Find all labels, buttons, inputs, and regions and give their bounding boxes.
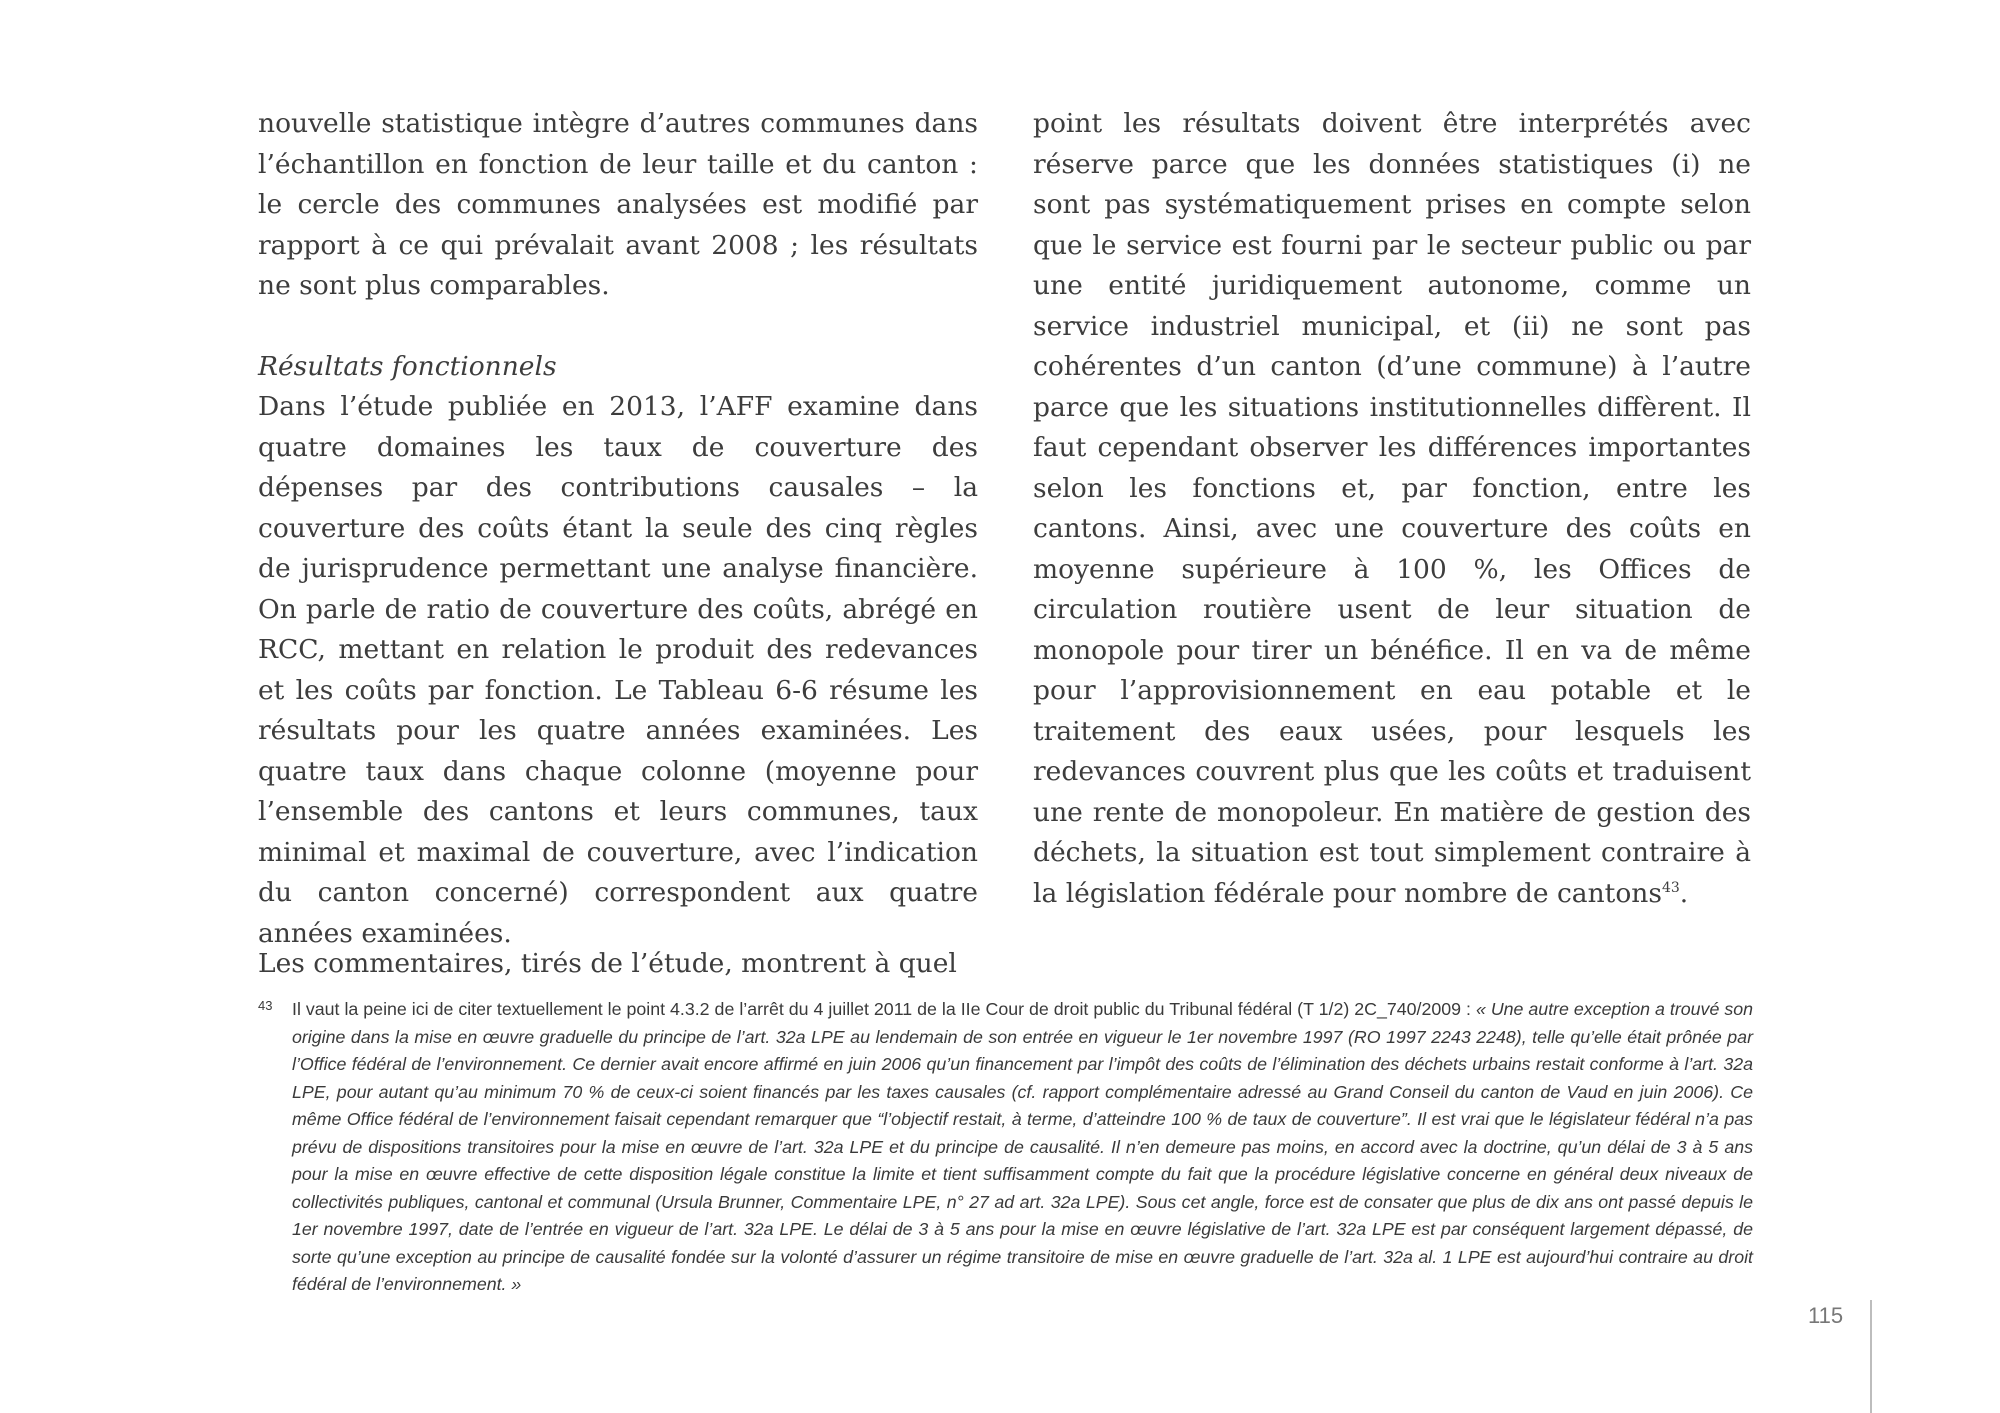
left-column <box>258 104 978 954</box>
right-column <box>1033 104 1751 914</box>
page-rule <box>1870 1300 1872 1413</box>
footnote <box>258 996 1753 1299</box>
footnote-text: Il vaut la peine ici de citer textuellement le point 4.3.2 de l’arrêt du 4 juillet 2011 de la IIe Cour de droit public du Tribunal fédéral (T 1/2) 2C_740/2009 : « Une autre exception a trouvé son origine dans la mise en œuvre graduelle du principe de l’art. 32a LPE au lendemain de son entrée en vigueur le 1er novembre 1997 (RO 1997 2243 2248), telle qu’elle était prônée par l’Office fédéral de l’environnement. Ce dernier avait encore affirmé en juin 2006 qu’un financement par l’impôt des coûts de l’élimination des déchets urbains restait conforme à l’art. 32a LPE, pour autant qu’au minimum 70 % de ceux-ci soient financés par les taxes causales (cf. rapport complémentaire adressé au Grand Conseil du canton de Vaud en juin 2006). Ce même Office fédéral de l’environnement faisait cependant remarquer que “l’objectif restait, à terme, d’atteindre 100 % de taux de couverture”. Il est vrai que le législateur fédéral n’a pas prévu de dispositions transitoires pour la mise en œuvre de l’art. 32a LPE et du principe de causalité. Il n’en demeure pas moins, en accord avec la doctrine, qu’un délai de 3 à 5 ans pour la mise en œuvre effective de cette disposition légale constitue la limite et tient suffisamment compte du fait que la procédure législative concerne en général deux niveaux de collectivités publiques, cantonal et communal (Ursula Brunner, Commentaire LPE, n° 27 ad art. 32a LPE). Sous cet angle, force est de consater que plus de dix ans ont passé depuis le 1er novembre 1997, date de l’entrée en vigueur de l’art. 32a LPE. Le délai de 3 à 5 ans pour la mise en œuvre législative de l’art. 32a LPE est par conséquent largement dépassé, de sorte qu’une exception au principe de causalité fondée sur la volonté d’assurer un régime transitoire de mise en œuvre graduelle de l’art. 32a al. 1 LPE est aujourd’hui contraire au droit fédéral de l’environnement. » <box>292 999 1753 1294</box>
paragraph: nouvelle statistique intègre d’autres communes dans l’échantillon en fonction de leur taille et du canton : le cercle des communes analysées est modifié par rapport à ce qui prévalait avant 2008 ; les résultats ne sont plus comparables. <box>258 108 978 301</box>
paragraph: Dans l’étude publiée en 2013, l’AFF examine dans quatre domaines les taux de couverture des dépenses par des contributions causales – la couverture des coûts étant la seule des cinq règles de jurisprudence permettant une analyse financière. On parle de ratio de couverture des coûts, abrégé en RCC, mettant en relation le produit des redevances et les coûts par fonction. Le Tableau 6-6 résume les résultats pour les quatre années examinées. Les quatre taux dans chaque colonne (moyenne pour l’ensemble des cantons et leurs communes, taux minimal et maximal de couverture, avec l’indication du canton concerné) correspondent aux quatre années examinées. <box>258 391 978 949</box>
footnote-number: 43 <box>258 998 273 1013</box>
page-number: 115 <box>1808 1303 1844 1328</box>
paragraph: point les résultats doivent être interprétés avec réserve parce que les données statistiques (i) ne sont pas systématiquement prises en compte selon que le service est fourni par le secteur public ou par une entité juridiquement autonome, comme un service industriel municipal, et (ii) ne sont pas cohérentes d’un canton (d’une commune) à l’autre parce que les situations institutionnelles diffèrent. Il faut cependant observer les différences importantes selon les fonctions et, par fonction, entre les cantons. Ainsi, avec une couverture des coûts en moyenne supérieure à 100 %, les Offices de circulation routière usent de leur situation de monopole pour tirer un bénéfice. Il en va de même pour l’approvisionnement en eau potable et le traitement des eaux usées, pour lesquels les redevances couvrent plus que les coûts et traduisent une rente de monopoleur. En matière de gestion des déchets, la situation est tout simplement contraire à la législation fédérale pour nombre de cantons$^{43}$. <box>1033 108 1751 909</box>
paragraph-continued: Les commentaires, tirés de l’étude, montrent à quel <box>258 948 957 979</box>
section-subheading: Résultats fonctionnels <box>258 350 557 382</box>
footnote-quote: « Une autre exception a trouvé son origine dans la mise en œuvre graduelle du principe de l’art. 32a LPE au lendemain de son entrée en vigueur le 1er novembre 1997 (RO 1997 2243 2248), telle qu’elle était prônée par l’Office fédéral de l’environnement. Ce dernier avait encore affirmé en juin 2006 qu’un financement par l’impôt des coûts de l’élimination des déchets urbains restait conforme à l’art. 32a LPE, pour autant qu’au minimum 70 % de ceux-ci soient financés par les taxes causales (cf. rapport complémentaire adressé au Grand Conseil du canton de Vaud en juin 2006). Ce même Office fédéral de l’environnement faisait cependant remarquer que “l’objectif restait, à terme, d’atteindre 100 % de taux de couverture”. Il est vrai que le législateur fédéral n’a pas prévu de dispositions transitoires pour la mise en œuvre de l’art. 32a LPE et du principe de causalité. Il n’en demeure pas moins, en accord avec la doctrine, qu’un délai de 3 à 5 ans pour la mise en œuvre effective de cette disposition légale constitue la limite et tient suffisamment compte du fait que la procédure législative concerne en général deux niveaux de collectivités publiques, cantonal et communal (Ursula Brunner, Commentaire LPE, n° 27 ad art. 32a LPE). Sous cet angle, force est de consater que plus de dix ans ont passé depuis le 1er novembre 1997, date de l’entrée en vigueur de l’art. 32a LPE. Le délai de 3 à 5 ans pour la mise en œuvre législative de l’art. 32a LPE est par conséquent largement dépassé, de sorte qu’une exception au principe de causalité fondée sur la volonté d’assurer un régime transitoire de mise en œuvre graduelle de l’art. 32a al. 1 LPE est aujourd’hui contraire au droit fédéral de l’environnement. » <box>292 999 1753 1294</box>
footnote-reference[interactable]: 43 <box>1661 879 1680 896</box>
